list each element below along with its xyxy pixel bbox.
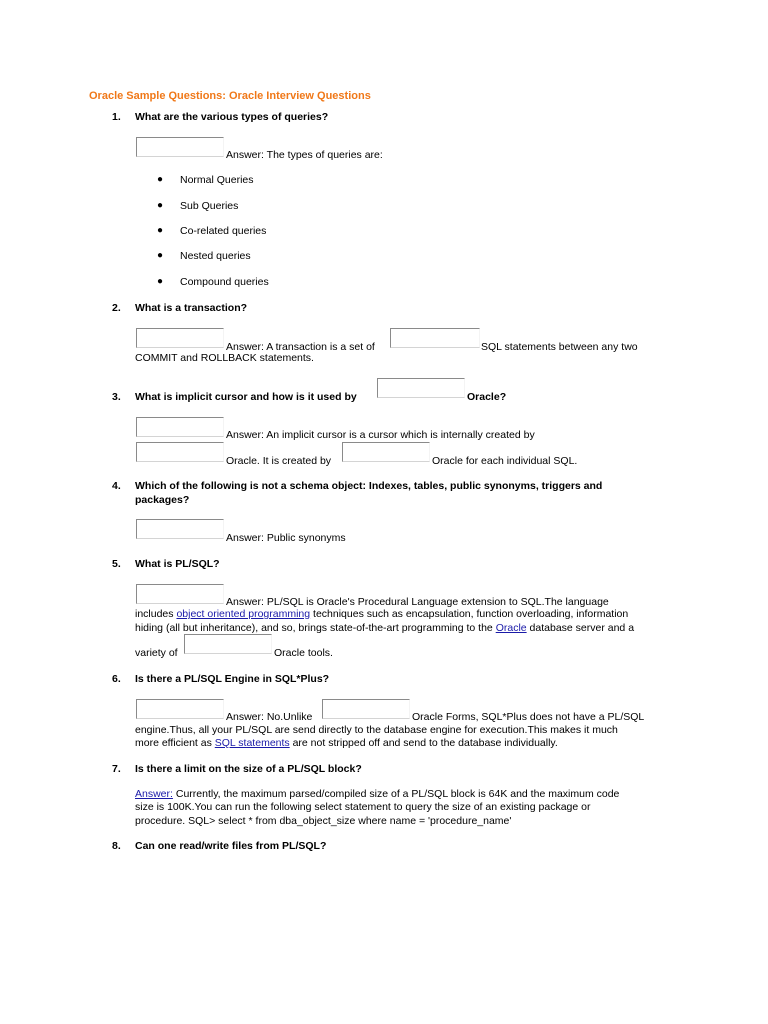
question-3-text-end: Oracle? (467, 391, 507, 403)
question-8-number: 8. (112, 840, 121, 852)
question-2-number: 2. (112, 302, 121, 314)
answer-1-field[interactable] (136, 137, 224, 157)
question-6-text: Is there a PL/SQL Engine in SQL*Plus? (135, 673, 330, 685)
answer-5-line4-b: Oracle tools. (274, 647, 333, 659)
answer-7-line3: procedure. SQL> select * from dba_object_size where name = 'procedure_name' (135, 815, 512, 827)
answer-4-field[interactable] (136, 519, 224, 539)
answer-6-field[interactable] (136, 699, 224, 719)
bullet-icon: ● (157, 225, 164, 236)
question-3-inline-field[interactable] (377, 378, 465, 398)
question-4-number: 4. (112, 480, 121, 492)
answer-5-line2 (135, 608, 628, 620)
answer-5-inline-field[interactable] (184, 634, 272, 654)
answer-2-line2: COMMIT and ROLLBACK statements. (135, 352, 314, 364)
answer-2-part2: SQL statements between any two (481, 341, 638, 353)
answer-2-part1: Answer: A transaction is a set of (226, 341, 375, 353)
bullet-icon: ● (157, 174, 164, 185)
list-item: Nested queries (180, 250, 251, 262)
answer-2-field[interactable] (136, 328, 224, 348)
answer-5-line3-b: database server and a (526, 622, 635, 634)
answer-3-part1: Oracle. It is created by (226, 455, 332, 467)
answer-5-line2-b: techniques such as encapsulation, function overloading, information (310, 608, 629, 620)
answer-1-intro: Answer: The types of queries are: (226, 149, 383, 161)
question-5-text: What is PL/SQL? (135, 558, 220, 570)
question-3-text: What is implicit cursor and how is it used by (135, 391, 357, 403)
object-oriented-programming-link[interactable]: object oriented programming (176, 608, 311, 620)
question-5-number: 5. (112, 558, 121, 570)
answer-6-inline-field[interactable] (322, 699, 410, 719)
answer-6-line2: engine.Thus, all your PL/SQL are send directly to the database engine for execution.This makes it much (135, 724, 618, 736)
question-7-number: 7. (112, 763, 121, 775)
answer-7-line1 (135, 788, 619, 800)
answer-5-line3-a: hiding (all but inheritance), and so, brings state-of-the-art programming to the (135, 622, 496, 634)
answer-6-part2: Oracle Forms, SQL*Plus does not have a PL/SQL (412, 711, 645, 723)
answer-3-inline-field[interactable] (342, 442, 430, 462)
question-1-text: What are the various types of queries? (135, 111, 329, 123)
answer-5-line3 (135, 622, 634, 634)
bullet-icon: ● (157, 276, 164, 287)
list-item: Co-related queries (180, 225, 267, 237)
answer-7-line2: size is 100K.You can run the following select statement to query the size of an existing package or (135, 801, 591, 813)
question-8-text: Can one read/write files from PL/SQL? (135, 840, 327, 852)
answer-6-line3-b: are not stripped off and send to the database individually. (289, 737, 558, 749)
answer-3-line1: Answer: An implicit cursor is a cursor which is internally created by (226, 429, 535, 441)
list-item: Sub Queries (180, 200, 239, 212)
list-item: Compound queries (180, 276, 269, 288)
question-2-text: What is a transaction? (135, 302, 248, 314)
answer-5-line4-a: variety of (135, 647, 178, 659)
question-6-number: 6. (112, 673, 121, 685)
question-7-text: Is there a limit on the size of a PL/SQL block? (135, 763, 362, 775)
question-1-number: 1. (112, 111, 121, 123)
answer-3-part2: Oracle for each individual SQL. (432, 455, 578, 467)
answer-6-part1: Answer: No.Unlike (226, 711, 313, 723)
answer-link[interactable]: Answer: (135, 788, 173, 800)
oracle-link[interactable]: Oracle (495, 622, 527, 634)
answer-5-line1: Answer: PL/SQL is Oracle's Procedural Language extension to SQL.The language (226, 596, 609, 608)
list-item: Normal Queries (180, 174, 254, 186)
question-4-line1: Which of the following is not a schema object: Indexes, tables, public synonyms, triggers and (135, 480, 603, 492)
answer-2-inline-field[interactable] (390, 328, 480, 348)
answer-3-field-2[interactable] (136, 442, 224, 462)
answer-7-line1-b: Currently, the maximum parsed/compiled size of a PL/SQL block is 64K and the maximum code (172, 788, 620, 800)
sql-statements-link[interactable]: SQL statements (214, 737, 290, 749)
question-4-line2: packages? (135, 494, 190, 506)
answer-4-text: Answer: Public synonyms (226, 532, 346, 544)
bullet-icon: ● (157, 200, 164, 211)
answer-6-line3-a: more efficient as (135, 737, 215, 749)
page-title: Oracle Sample Questions: Oracle Interview Questions (89, 90, 371, 102)
question-3-number: 3. (112, 391, 121, 403)
answer-6-line3 (135, 737, 558, 749)
answer-3-field[interactable] (136, 417, 224, 437)
answer-5-field[interactable] (136, 584, 224, 604)
answer-5-line2-a: includes (135, 608, 177, 620)
bullet-icon: ● (157, 250, 164, 261)
